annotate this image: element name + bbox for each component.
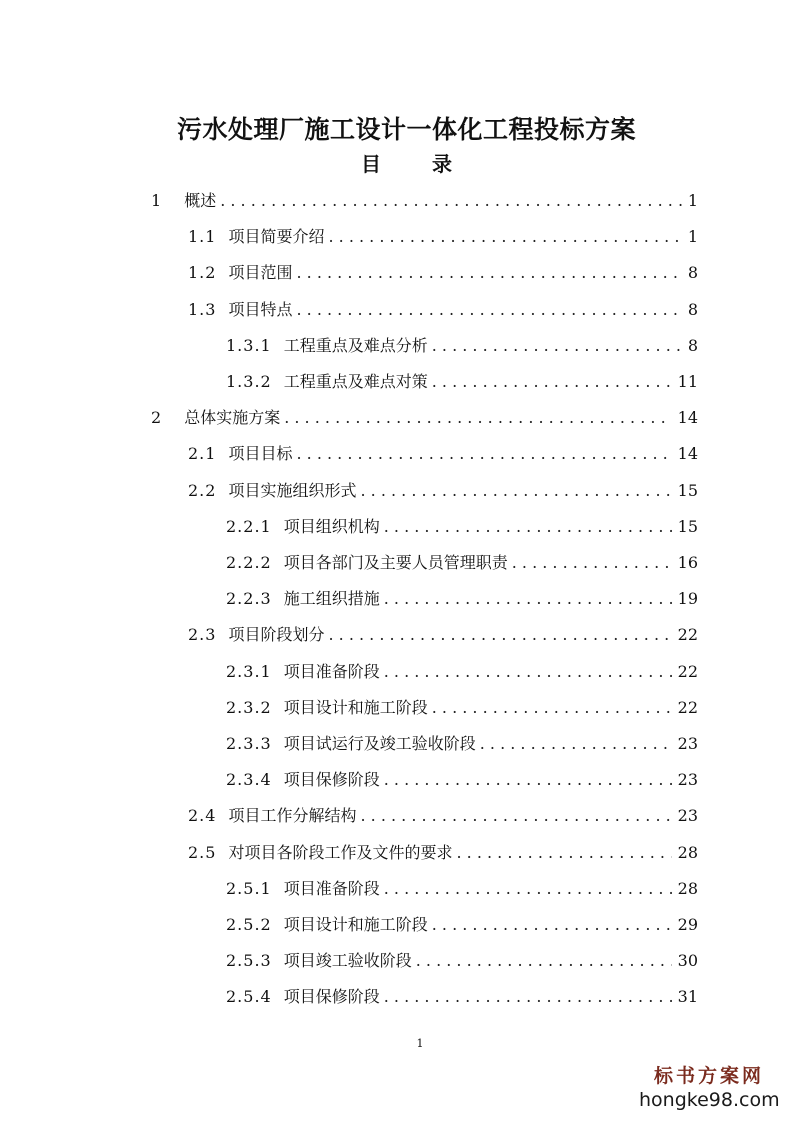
toc-dot-leader (416, 943, 672, 979)
toc-entry-page: 15 (677, 516, 698, 536)
toc-entry-number: 2 (151, 408, 163, 428)
toc-entry-page: 28 (677, 842, 698, 862)
toc-entry-page: 1 (687, 191, 698, 210)
page-number: 1 (416, 1037, 424, 1050)
toc-dot-leader (384, 762, 672, 798)
toc-entry-number: 2.1 (188, 444, 217, 464)
toc-entry-number: 1.3 (188, 299, 217, 319)
toc-entry-label: 项目组织机构 (283, 516, 380, 536)
toc-entry-number: 1.1 (188, 227, 217, 247)
toc-entry-number: 1.3.1 (226, 335, 272, 355)
toc-entry-number: 2.5.1 (226, 878, 272, 898)
toc-entry[interactable] (226, 690, 698, 726)
toc-entry[interactable] (226, 762, 698, 798)
toc-entry-label: 项目工作分解结构 (228, 806, 357, 826)
toc-entry-page: 23 (677, 806, 698, 826)
toc-entry-number: 2.3 (188, 625, 217, 645)
toc-entry-page: 22 (677, 697, 698, 717)
document-title: 污水处理厂施工设计一体化工程投标方案 (176, 114, 636, 144)
toc-entry-page: 8 (687, 263, 698, 283)
toc-dot-leader (384, 654, 672, 690)
toc-entry-label: 项目范围 (228, 263, 293, 283)
toc-entry[interactable] (226, 907, 698, 943)
toc-dot-leader (328, 219, 681, 255)
toc-dot-leader (384, 509, 672, 545)
toc-entry-number: 2.5.4 (226, 987, 272, 1007)
toc-entry-label: 项目竣工验收阶段 (283, 951, 412, 971)
toc-dot-leader (384, 979, 672, 1015)
toc-entry-page: 22 (677, 625, 698, 645)
toc-entry-number: 2.3.4 (226, 770, 272, 790)
toc-entry-number: 2.3.2 (226, 697, 272, 717)
toc-entry[interactable] (188, 473, 698, 509)
toc-entry[interactable] (226, 979, 698, 1015)
toc-entry-label: 项目设计和施工阶段 (283, 697, 428, 717)
toc-entry-label: 总体实施方案 (184, 408, 281, 428)
toc-entry-label: 项目特点 (228, 299, 293, 319)
toc-entry[interactable] (226, 364, 698, 400)
toc-entry[interactable] (188, 219, 698, 255)
toc-heading: 目 录 (361, 152, 474, 176)
toc-dot-leader (432, 907, 672, 943)
toc-entry[interactable] (151, 400, 698, 436)
toc-entry-label: 工程重点及难点对策 (283, 372, 428, 391)
toc-entry-label: 项目准备阶段 (283, 878, 380, 898)
toc-entry-number: 1.3.2 (226, 372, 272, 391)
toc-entry[interactable] (226, 943, 698, 979)
toc-entry[interactable] (188, 292, 698, 328)
toc-entry-page: 8 (687, 299, 698, 319)
toc-dot-leader (512, 545, 672, 581)
toc-entry[interactable] (188, 617, 698, 653)
toc-entry-label: 施工组织措施 (283, 589, 380, 609)
toc-entry-label: 项目实施组织形式 (228, 480, 357, 500)
toc-entry[interactable] (226, 654, 698, 690)
toc-entry-label: 项目保修阶段 (283, 770, 380, 790)
toc-entry-number: 1 (151, 191, 163, 210)
toc-entry-page: 23 (677, 734, 698, 753)
watermark-logo (639, 1064, 779, 1112)
toc-entry-number: 2.4 (188, 806, 217, 826)
toc-entry-label: 项目阶段划分 (228, 625, 325, 645)
toc-entry[interactable] (226, 328, 698, 364)
toc-dot-leader (432, 690, 672, 726)
toc-dot-leader (432, 364, 672, 400)
toc-entry[interactable] (188, 798, 698, 834)
toc-entry[interactable] (188, 255, 698, 291)
toc-entry[interactable] (226, 726, 698, 762)
toc-entry-page: 8 (687, 335, 698, 355)
toc-entry-label: 项目简要介绍 (228, 227, 325, 247)
toc-entry-number: 2.2.1 (226, 516, 272, 536)
toc-entry-page: 11 (677, 372, 698, 391)
toc-entry[interactable] (151, 183, 698, 219)
toc-dot-leader (384, 871, 672, 907)
toc-entry[interactable] (188, 436, 698, 472)
toc-entry-page: 1 (687, 227, 698, 247)
toc-entry-number: 2.5.2 (226, 915, 272, 934)
toc-entry-label: 项目各部门及主要人员管理职责 (283, 553, 508, 572)
toc-entry-label: 项目试运行及竣工验收阶段 (283, 734, 476, 753)
toc-entry[interactable] (226, 871, 698, 907)
toc-entry-number: 2.2.2 (226, 553, 272, 572)
toc-dot-leader (284, 400, 671, 436)
toc-entry-label: 概述 (184, 191, 217, 210)
toc-entry-number: 1.2 (188, 263, 217, 283)
toc-entry-label: 项目目标 (228, 444, 293, 464)
watermark-brand: 标书方案网 (653, 1065, 764, 1087)
toc-dot-leader (360, 473, 671, 509)
toc-entry-page: 22 (677, 661, 698, 681)
toc-entry-label: 项目设计和施工阶段 (283, 915, 428, 934)
toc-entry-page: 31 (677, 987, 698, 1007)
toc-dot-leader (360, 798, 671, 834)
toc-entry-number: 2.3.1 (226, 661, 272, 681)
toc-dot-leader (384, 581, 672, 617)
toc-entry-page: 28 (677, 878, 698, 898)
toc-entry-page: 30 (677, 951, 698, 971)
toc-entry-page: 15 (677, 480, 698, 500)
toc-entry[interactable] (188, 835, 698, 871)
toc-entry-number: 2.2.3 (226, 589, 272, 609)
toc-entry-page: 23 (677, 770, 698, 790)
toc-entry[interactable] (226, 545, 698, 581)
toc-entry-label: 对项目各阶段工作及文件的要求 (228, 842, 453, 862)
toc-entry-number: 2.5.3 (226, 951, 272, 971)
toc-entry-page: 19 (677, 589, 698, 609)
toc-entry-number: 2.5 (188, 842, 217, 862)
toc-entry-page: 14 (677, 408, 698, 428)
toc-dot-leader (296, 292, 681, 328)
toc-dot-leader (296, 255, 681, 291)
toc-entry-number: 2.2 (188, 480, 217, 500)
toc-dot-leader (432, 328, 682, 364)
toc-dot-leader (456, 835, 671, 871)
toc-dot-leader (480, 726, 672, 762)
toc-dot-leader (328, 617, 671, 653)
toc-entry-label: 工程重点及难点分析 (283, 335, 428, 355)
toc-dot-leader (296, 436, 671, 472)
toc-dot-leader (220, 183, 682, 219)
toc-entry-page: 16 (677, 553, 698, 572)
toc-entry[interactable] (226, 509, 698, 545)
toc-entry-page: 14 (677, 444, 698, 464)
toc-entry-number: 2.3.3 (226, 734, 272, 753)
watermark-url: hongke98.com (639, 1089, 780, 1111)
toc-entry-label: 项目保修阶段 (283, 987, 380, 1007)
toc-entry[interactable] (226, 581, 698, 617)
toc-entry-page: 29 (677, 915, 698, 934)
toc-entry-label: 项目准备阶段 (283, 661, 380, 681)
